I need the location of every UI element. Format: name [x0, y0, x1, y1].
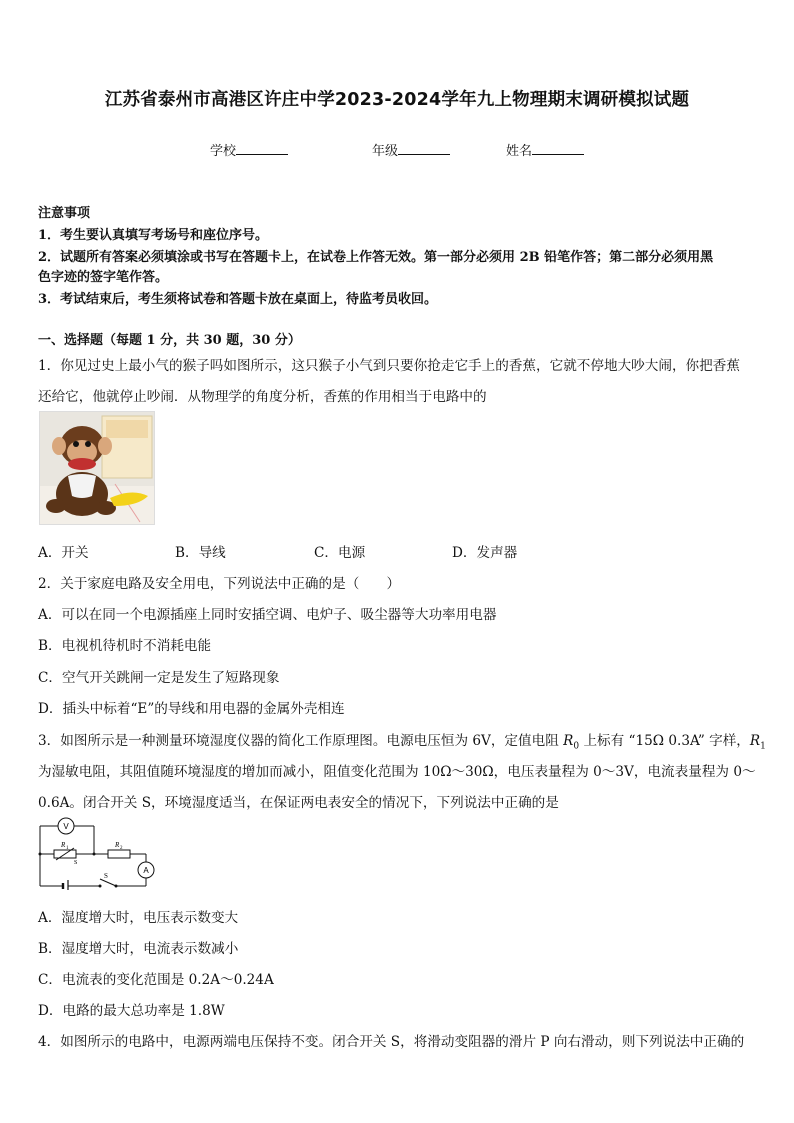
- school-label: 学校: [210, 144, 237, 159]
- voltmeter-label: V: [63, 822, 69, 831]
- question-3-text: 为湿敏电阻，其阻值随环境湿度的增加而减小，阻值变化范围为 10Ω～30Ω，电压表量程为 0～3V，电流表量程为 0～: [38, 764, 756, 780]
- q3-option-d[interactable]: D．电路的最大总功率是 1.8W: [38, 1003, 225, 1019]
- q3-text-part: 3．如图所示是一种测量环境湿度仪器的简化工作原理图。电源电压恒为 6V，定值电阻: [38, 733, 564, 749]
- q1-option-a[interactable]: A．开关: [38, 545, 89, 561]
- name-label: 姓名: [506, 144, 533, 159]
- name-field: [506, 140, 584, 159]
- q3-symbol-r: R: [749, 733, 761, 749]
- q1-option-b[interactable]: B．导线: [175, 545, 226, 561]
- notice-item: 3．考试结束后，考生须将试卷和答题卡放在桌面上，待监考员收回。: [38, 292, 438, 307]
- svg-text:S: S: [74, 860, 78, 866]
- q3-option-c[interactable]: C．电流表的变化范围是 0.2A～0.24A: [38, 972, 274, 988]
- q1-option-c[interactable]: C．电源: [314, 545, 366, 561]
- q1-option-d[interactable]: D．发声器: [452, 545, 518, 561]
- q2-option-d[interactable]: D．插头中标着“E”的导线和用电器的金属外壳相连: [38, 701, 345, 717]
- r2-label: R: [115, 841, 120, 849]
- circuit-diagram: [36, 816, 160, 890]
- q3-symbol-sub: 0: [573, 741, 580, 752]
- question-1-text: 1．你见过史上最小气的猴子吗如图所示，这只猴子小气到只要你抢走它手上的香蕉，它就不停地大吵大闹，你把香蕉: [38, 358, 740, 374]
- switch-icon: [99, 885, 102, 888]
- question-3-text: [38, 729, 766, 752]
- question-2-text: 2．关于家庭电路及安全用电，下列说法中正确的是（ ）: [38, 576, 401, 592]
- section-heading: 一、选择题（每题 1 分，共 30 题，30 分）: [38, 333, 301, 348]
- notice-heading: 注意事项: [38, 206, 91, 221]
- monkey-toy-image: [39, 411, 155, 525]
- q2-option-a[interactable]: A．可以在同一个电源插座上同时安插空调、电炉子、吸尘器等大功率用电器: [38, 607, 497, 623]
- grade-field: [372, 140, 450, 159]
- ammeter-label: A: [143, 866, 149, 875]
- notice-item: 色字迹的签字笔作答。: [38, 270, 169, 285]
- notice-item: 1．考生要认真填写考场号和座位序号。: [38, 228, 269, 243]
- school-blank[interactable]: [236, 142, 288, 155]
- grade-label: 年级: [372, 144, 399, 159]
- q3-symbol-sub: 1: [760, 741, 766, 752]
- r1-label: R: [61, 841, 66, 849]
- q3-symbol-r: R: [563, 733, 574, 749]
- q3-option-b[interactable]: B．湿度增大时，电流表示数减小: [38, 941, 239, 957]
- switch-label: S: [104, 872, 108, 880]
- school-field: [210, 140, 288, 159]
- grade-blank[interactable]: [398, 142, 450, 155]
- question-3-text: 0.6A。闭合开关 S，环境湿度适当，在保证两电表安全的情况下，下列说法中正确的是: [38, 795, 559, 811]
- q2-option-b[interactable]: B．电视机待机时不消耗电能: [38, 638, 212, 654]
- q3-option-a[interactable]: A．湿度增大时，电压表示数变大: [38, 910, 239, 926]
- r2-sub-label: 2: [120, 846, 123, 851]
- name-blank[interactable]: [532, 142, 584, 155]
- q3-text-part: 上标有 “15Ω 0.3A” 字样，: [579, 733, 750, 749]
- page-title: 江苏省泰州市高港区许庄中学2023-2024学年九上物理期末调研模拟试题: [104, 90, 690, 110]
- notice-item: 2．试题所有答案必须填涂或书写在答题卡上，在试卷上作答无效。第一部分必须用 2B 铅笔作答；第二部分必须用黑: [38, 250, 714, 265]
- r1-sub-label: 1: [66, 846, 69, 851]
- question-1-text: 还给它，他就停止吵闹．从物理学的角度分析，香蕉的作用相当于电路中的: [38, 389, 487, 405]
- question-4-text: 4．如图所示的电路中，电源两端电压保持不变。闭合开关 S，将滑动变阻器的滑片 P 向右滑动，则下列说法中正确的: [38, 1034, 745, 1050]
- q2-option-c[interactable]: C．空气开关跳闸一定是发生了短路现象: [38, 670, 280, 686]
